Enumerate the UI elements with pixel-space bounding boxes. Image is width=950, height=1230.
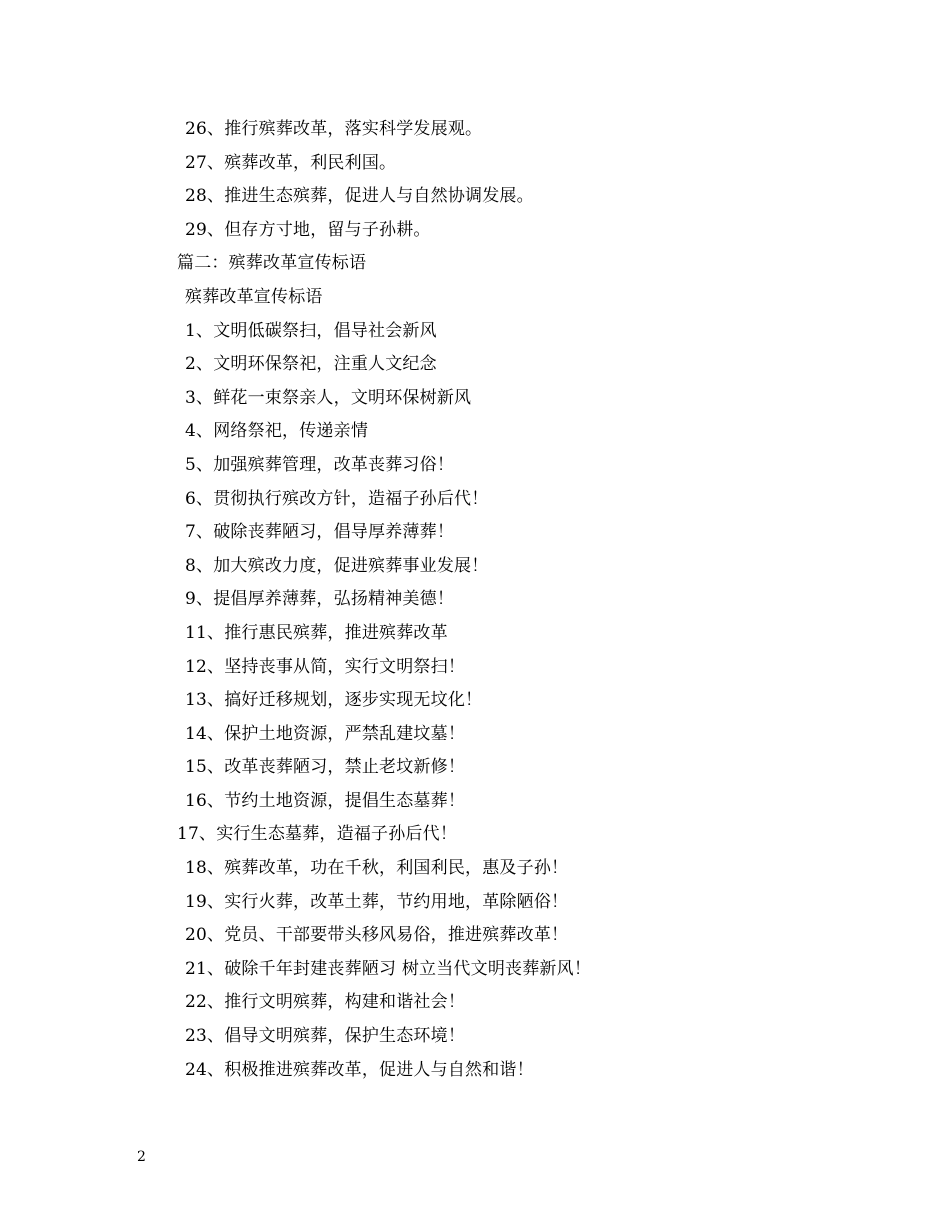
text-line: 6、贯彻执行殡改方针，造福子孙后代！	[185, 488, 489, 509]
text-line: 14、保护土地资源，严禁乱建坟墓！	[185, 723, 466, 744]
page-number: 2	[137, 1149, 146, 1165]
text-line: 12、坚持丧事从简，实行文明祭扫！	[185, 656, 466, 677]
section-heading: 篇二：殡葬改革宣传标语	[177, 253, 367, 274]
text-line: 28、推进生态殡葬，促进人与自然协调发展。	[185, 186, 534, 207]
document-body	[0, 113, 950, 1087]
text-line: 4、网络祭祀，传递亲情	[185, 421, 369, 442]
text-line: 2、文明环保祭祀，注重人文纪念	[185, 354, 437, 375]
text-line: 13、搞好迁移规划，逐步实现无坟化！	[185, 690, 483, 711]
text-line: 17、实行生态墓葬，造福子孙后代！	[177, 824, 458, 845]
text-line: 7、破除丧葬陋习，倡导厚养薄葬！	[185, 522, 455, 543]
text-line: 18、殡葬改革，功在千秋，利国利民，惠及子孙！	[185, 858, 569, 879]
text-line: 16、节约土地资源，提倡生态墓葬！	[185, 790, 466, 811]
text-line: 23、倡导文明殡葬，保护生态环境！	[185, 1026, 466, 1047]
text-line: 26、推行殡葬改革，落实科学发展观。	[185, 119, 483, 139]
text-line: 19、实行火葬，改革土葬，节约用地，革除陋俗！	[185, 891, 569, 912]
text-line: 8、加大殡改力度，促进殡葬事业发展！	[185, 555, 489, 576]
text-line: 殡葬改革宣传标语	[185, 286, 323, 307]
text-line: 20、党员、干部要带头移风易俗，推进殡葬改革！	[185, 925, 569, 946]
text-line: 29、但存方寸地，留与子孙耕。	[185, 219, 431, 240]
text-line: 5、加强殡葬管理，改革丧葬习俗！	[185, 454, 455, 475]
text-line: 24、积极推进殡葬改革，促进人与自然和谐！	[185, 1059, 534, 1080]
text-line: 27、殡葬改革，利民利国。	[185, 152, 397, 173]
text-line: 21、破除千年封建丧葬陋习 树立当代文明丧葬新风！	[185, 958, 592, 979]
text-line: 3、鲜花一束祭亲人，文明环保树新风	[185, 387, 472, 408]
text-line: 15、改革丧葬陋习，禁止老坟新修！	[185, 757, 466, 778]
text-line: 1、文明低碳祭扫，倡导社会新风	[185, 320, 437, 341]
text-line: 22、推行文明殡葬，构建和谐社会！	[185, 992, 466, 1013]
text-line: 9、提倡厚养薄葬，弘扬精神美德！	[185, 589, 455, 610]
text-line: 11、推行惠民殡葬，推进殡葬改革	[185, 622, 448, 643]
